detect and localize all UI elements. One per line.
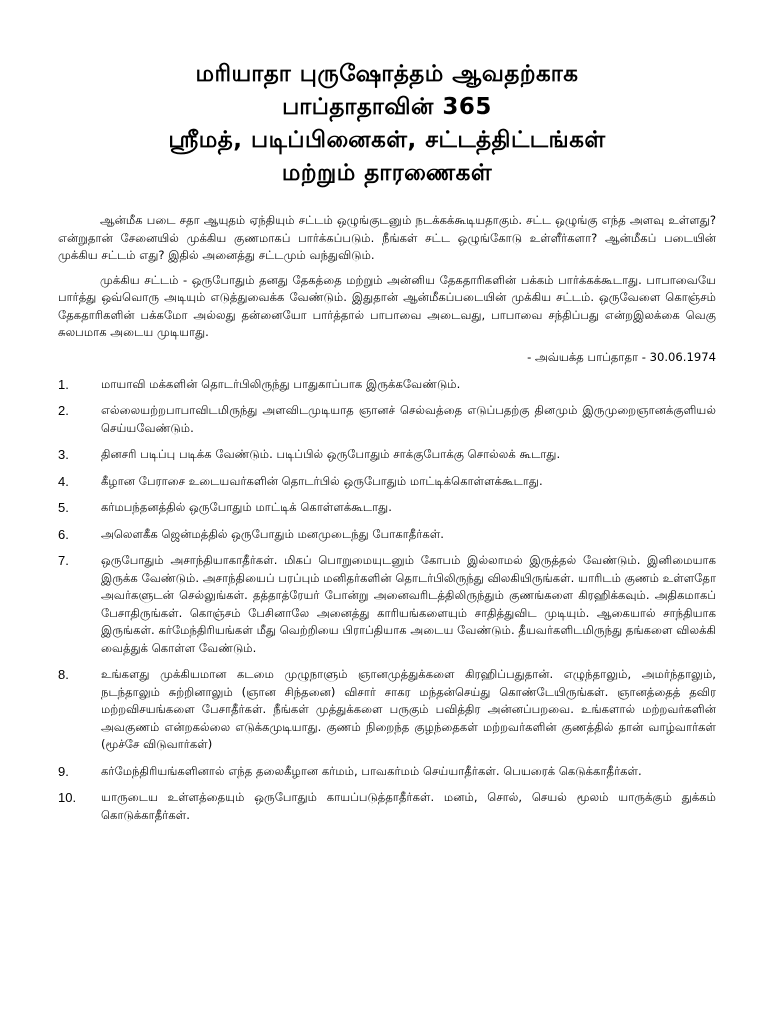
item-text: தினசரி படிப்பு படிக்க வேண்டும். படிப்பில் ஒருபோதும் சாக்குபோக்கு சொல்லக் கூடாது. [101,447,561,461]
title-line: பாப்தாதாவின் 365 [282,94,492,120]
list-item [58,666,716,754]
item-number: 7. [58,553,69,568]
list-item [58,499,716,517]
list-item [58,376,716,394]
intro-paragraph: ஆன்மீக படை சதா ஆயுதம் ஏந்தியும் சட்டம் ஒழுங்குடனும் நடக்கக்கூடியதாகும். சட்ட ஒழுங்கு எந்த அளவு உள்ளது? என்றுதான் சேனையில் முக்கிய குணமாகப் பார்க்கப்படும். நீங்கள் சட்ட ஒழுங்கோடு உள்ளீர்களா? ஆன்மீகப் படையின் முக்கிய சட்டம் எது? இதில் அனைத்து சட்டமும் வந்துவிடும். [58,213,716,262]
item-text: அலௌகீக ஜென்மத்தில் ஒருபோதும் மனமுடைந்து போகாதீர்கள். [101,526,444,541]
item-number: 5. [58,500,69,515]
list-item [58,789,716,824]
item-number: 2. [58,403,69,418]
item-number: 9. [58,763,69,779]
item-number: 8. [58,667,69,682]
list-item [58,473,716,491]
list-item [58,552,716,657]
item-text: கீழான பேராசை உடையவர்களின் தொடர்பில் ஒருபோதும் மாட்டிக்கொள்ளக்கூடாது. [101,473,543,488]
item-text: யாருடைய உள்ளத்தையும் ஒருபோதும் காயப்படுத்தாதீர்கள். மனம், சொல், செயல் மூலம் யாருக்கும் துக்கம் கொடுக்காதீர்கள். [101,790,716,822]
item-number: 4. [58,473,69,489]
item-number: 6. [58,526,69,542]
list-item [58,446,716,464]
intro-paragraph: முக்கிய சட்டம் - ஒருபோதும் தனது தேகத்தை மற்றும் அன்னிய தேகதாரிகளின் பக்கம் பார்க்கக்கூடாது. பாபாவையே பார்த்து ஒவ்வொரு அடியும் எடுத்துவைக்க வேண்டும். இதுதான் ஆன்மீகப்படையின் முக்கிய சட்டம். ஒருவேளை கொஞ்சம் தேகதாரிகளின் பக்கமோ அல்லது தன்னையோ பார்த்தால் பாபாவை அடைவது, பாபாவை சந்திப்பது என்றஇலக்கை வெகு சுலபமாக அடைய முடியாது. [58,272,716,339]
document-title [58,58,716,190]
item-text: உங்களது முக்கியமான கடமை முழுநாளும் ஞானமுத்துக்களை கிரஹிப்பதுதான். எழுந்தாலும், அமர்ந்தாலும், நடந்தாலும் சுற்றினாலும் (ஞான சிந்தனை) விசார் சாகர மந்தன்செய்து கொண்டேயிருங்கள். ஞானத்தைத் தவிர மற்றவிசயங்களை பேசாதீர்கள். நீங்கள் முத்துக்களை பருகும் பவித்திர அன்னப்பறவை. உங்களால் மற்றவர்களின் அவகுணம் என்றகல்லை எடுக்கமுடியாது. குணம் நிறைந்த குழந்தைகள் மற்றவர்களின் குணத்தில் தான் வாழ்வார்கள் (மூச்சே விடுவார்கள்) [101,667,716,751]
item-text: ஒருபோதும் அசாந்தியாகாதீர்கள். மிகப் பொறுமையுடனும் கோபம் இல்லாமல் இருத்தல் வேண்டும். இனிமையாக இருக்க வேண்டும். அசாந்தியைப் பரப்பும் மனிதர்களின் தொடர்பிலிருந்து விலகியிருங்கள். யாரிடம் குணம் உள்ளதோ அவர்களுடன் செல்லுங்கள். தத்தாத்ரேயர் போன்று அனைவரிடத்திலிருந்தும் குணங்களை கிரஹிக்கவும். அதிகமாகப் பேசாதிருங்கள். கொஞ்சம் பேசினாலே அனைத்து காரியங்களையும் சாதித்துவிட முடியும். ஆகையால் சாந்தியாக இருங்கள். கர்மேந்திரியங்கள் மீது வெற்றியை பிராப்தியாக அடைய வேண்டும். தீயவர்களிடமிருந்து தங்களை விலக்கி வைத்துக் கொள்ள வேண்டும். [101,553,716,655]
title-line: மரியாதா புருஷோத்தம் ஆவதற்காக [195,61,579,87]
item-number: 3. [58,447,69,462]
item-text: எல்லையற்றபாபாவிடமிருந்து அளவிடமுடியாத ஞானச் செல்வத்தை எடுப்பதற்கு தினமும் இருமுறைஞானக்குளியல் செய்யவேண்டும். [101,403,716,435]
item-number: 1. [58,376,69,392]
title-line: ஸ்ரீமத், படிப்பினைகள், சட்டத்திட்டங்கள் [168,127,606,153]
signature-line: - அவ்யக்த பாப்தாதா - 30.06.1974 [527,349,716,364]
item-text: மாயாவி மக்களின் தொடர்பிலிருந்து பாதுகாப்பாக இருக்கவேண்டும். [101,376,461,391]
item-text: கர்மேந்திரியங்களினால் எந்த தலைகீழான கர்மம், பாவகர்மம் செய்யாதீர்கள். பெயரைக் கெடுக்காதீர்கள். [101,763,642,778]
item-number: 10. [58,790,77,805]
title-line: மற்றும் தாரணைகள் [281,160,493,186]
list-item [58,402,716,437]
list-item [58,763,716,781]
item-text: கர்மபந்தனத்தில் ஒருபோதும் மாட்டிக் கொள்ளக்கூடாது. [101,500,392,514]
list-item [58,526,716,544]
rules-list [58,376,716,825]
